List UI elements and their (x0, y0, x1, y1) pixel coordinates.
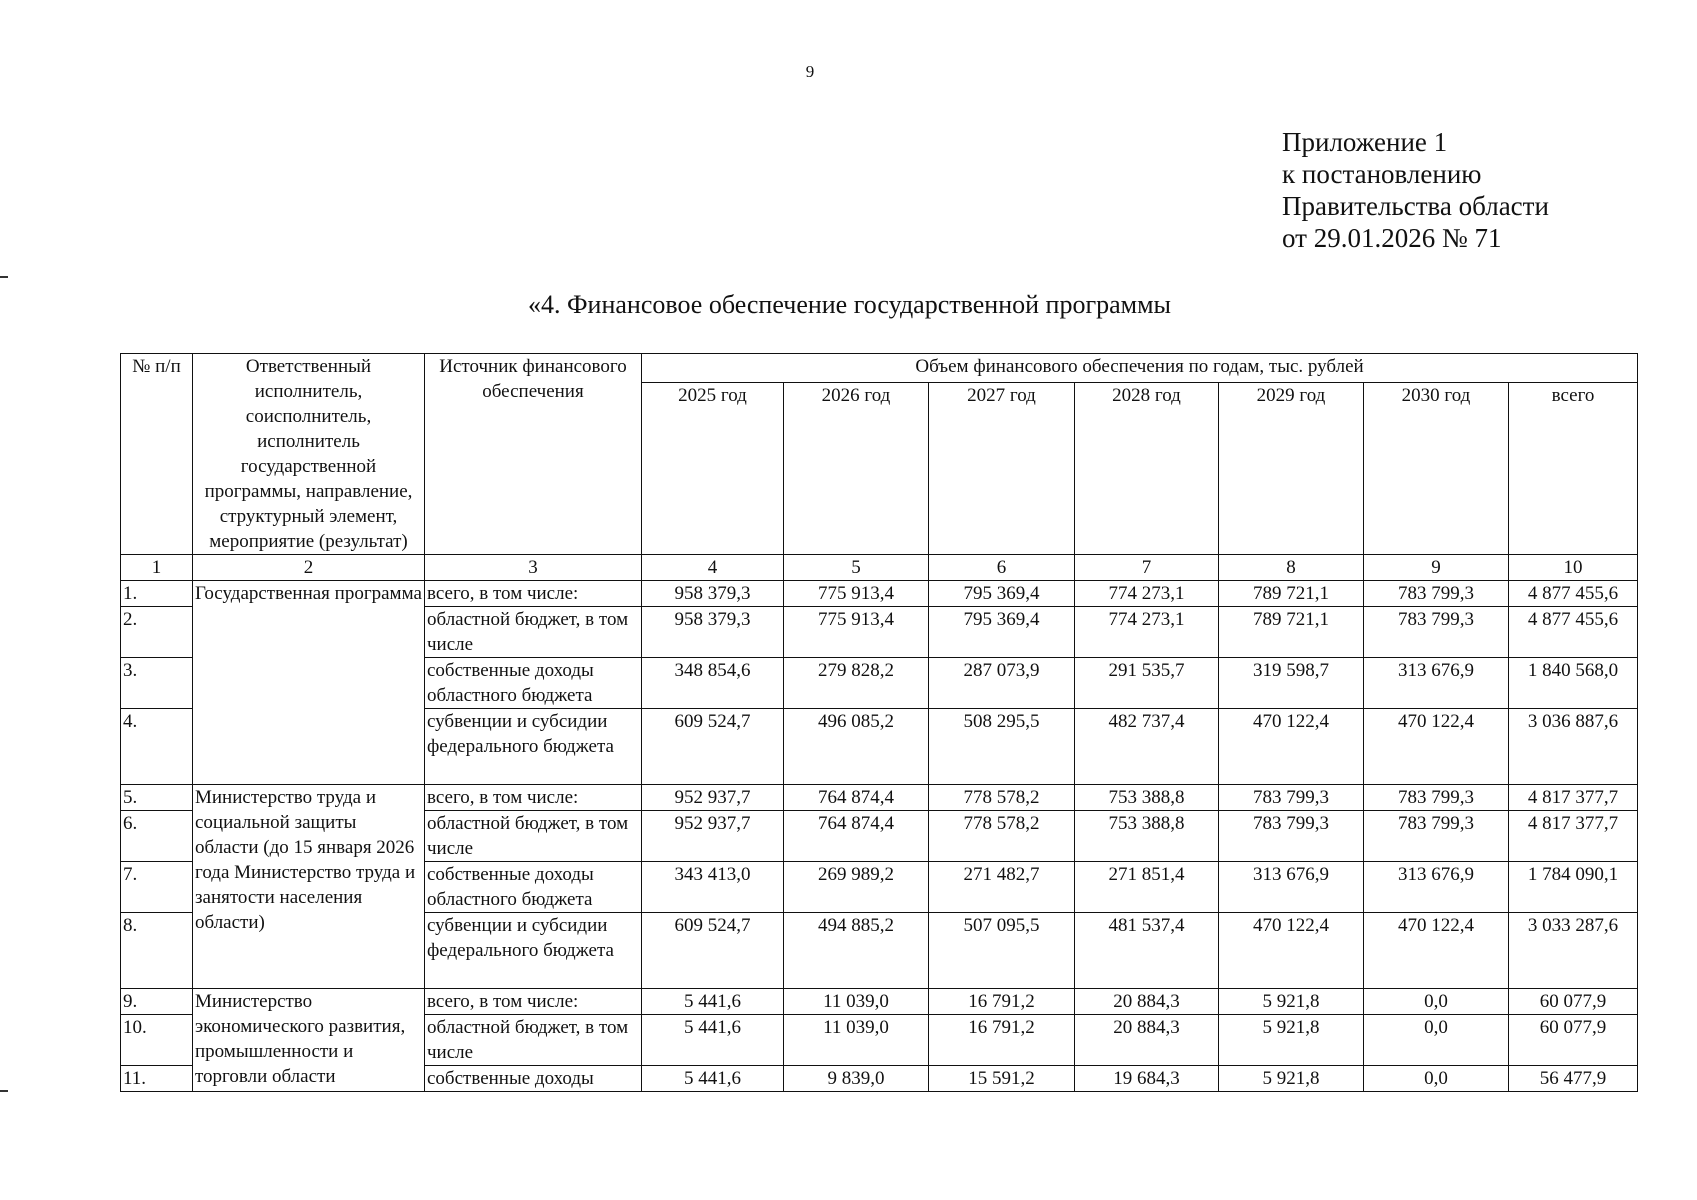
appendix-line: Приложение 1 (1282, 127, 1448, 157)
year-value-cell: 774 273,1 (1075, 581, 1219, 607)
year-value-cell: 19 684,3 (1075, 1066, 1219, 1092)
source-cell: собственные доходы областного бюджета (425, 862, 642, 913)
page-number: 9 (805, 62, 815, 81)
row-number: 11. (121, 1066, 193, 1092)
appendix-line: к постановлению (1282, 159, 1482, 189)
section-title: «4. Финансовое обеспечение государственной программы (528, 290, 1172, 319)
table-row (121, 581, 1638, 607)
year-value-cell: 783 799,3 (1364, 581, 1509, 607)
year-value-cell: 313 676,9 (1219, 862, 1364, 913)
source-cell: всего, в том числе: (425, 581, 642, 607)
year-value-cell: 789 721,1 (1219, 581, 1364, 607)
year-value-cell: 5 441,6 (642, 989, 784, 1015)
header-year: 2026 год (784, 382, 929, 554)
source-cell: всего, в том числе: (425, 785, 642, 811)
year-value-cell: 783 799,3 (1219, 785, 1364, 811)
year-value-cell: 11 039,0 (784, 989, 929, 1015)
header-total: всего (1509, 382, 1638, 554)
year-value-cell: 0,0 (1364, 989, 1509, 1015)
year-value-cell: 271 851,4 (1075, 862, 1219, 913)
year-value-cell: 269 989,2 (784, 862, 929, 913)
column-index: 7 (1075, 555, 1219, 581)
year-value-cell: 319 598,7 (1219, 658, 1364, 709)
row-number: 8. (121, 913, 193, 989)
year-value-cell: 958 379,3 (642, 607, 784, 658)
year-value-cell: 481 537,4 (1075, 913, 1219, 989)
year-value-cell: 952 937,7 (642, 785, 784, 811)
year-value-cell: 753 388,8 (1075, 811, 1219, 862)
year-value-cell: 496 085,2 (784, 709, 929, 785)
appendix-block (1282, 126, 1549, 254)
year-value-cell: 11 039,0 (784, 1015, 929, 1066)
header-year: 2030 год (1364, 382, 1509, 554)
total-value-cell: 4 877 455,6 (1509, 581, 1638, 607)
column-index: 4 (642, 555, 784, 581)
year-value-cell: 9 839,0 (784, 1066, 929, 1092)
column-index: 10 (1509, 555, 1638, 581)
total-value-cell: 1 784 090,1 (1509, 862, 1638, 913)
total-value-cell: 4 817 377,7 (1509, 785, 1638, 811)
year-value-cell: 764 874,4 (784, 785, 929, 811)
source-cell: субвенции и субсидии федерального бюджета (425, 709, 642, 785)
total-value-cell: 3 036 887,6 (1509, 709, 1638, 785)
row-number: 5. (121, 785, 193, 811)
row-number: 6. (121, 811, 193, 862)
source-cell: областной бюджет, в том числе (425, 811, 642, 862)
year-value-cell: 470 122,4 (1219, 709, 1364, 785)
year-value-cell: 5 441,6 (642, 1015, 784, 1066)
scan-margin-mark (0, 1090, 8, 1092)
year-value-cell: 15 591,2 (929, 1066, 1075, 1092)
executor-cell: Государственная программа (193, 581, 425, 785)
column-index: 5 (784, 555, 929, 581)
row-number: 1. (121, 581, 193, 607)
year-value-cell: 279 828,2 (784, 658, 929, 709)
row-number: 7. (121, 862, 193, 913)
row-number: 3. (121, 658, 193, 709)
total-value-cell: 3 033 287,6 (1509, 913, 1638, 989)
total-value-cell: 1 840 568,0 (1509, 658, 1638, 709)
header-source: Источник финансового обеспечения (425, 354, 642, 555)
year-value-cell: 958 379,3 (642, 581, 784, 607)
year-value-cell: 348 854,6 (642, 658, 784, 709)
year-value-cell: 783 799,3 (1219, 811, 1364, 862)
year-value-cell: 470 122,4 (1364, 709, 1509, 785)
header-year: 2025 год (642, 382, 784, 554)
column-index: 3 (425, 555, 642, 581)
source-cell: собственные доходы (425, 1066, 642, 1092)
source-cell: субвенции и субсидии федерального бюджета (425, 913, 642, 989)
year-value-cell: 343 413,0 (642, 862, 784, 913)
executor-cell: Министерство труда и социальной защиты области (до 15 января 2026 года Министерство труда и занятости населения области) (193, 785, 425, 989)
header-year: 2027 год (929, 382, 1075, 554)
year-value-cell: 16 791,2 (929, 1015, 1075, 1066)
year-value-cell: 470 122,4 (1364, 913, 1509, 989)
column-index: 8 (1219, 555, 1364, 581)
column-index: 2 (193, 555, 425, 581)
year-value-cell: 494 885,2 (784, 913, 929, 989)
year-value-cell: 313 676,9 (1364, 862, 1509, 913)
total-value-cell: 56 477,9 (1509, 1066, 1638, 1092)
column-index-row (121, 555, 1638, 581)
financing-table (120, 353, 1638, 1092)
year-value-cell: 952 937,7 (642, 811, 784, 862)
column-index: 9 (1364, 555, 1509, 581)
appendix-line: Правительства области (1282, 191, 1549, 221)
header-year: 2029 год (1219, 382, 1364, 554)
year-value-cell: 313 676,9 (1364, 658, 1509, 709)
year-value-cell: 20 884,3 (1075, 1015, 1219, 1066)
source-cell: областной бюджет, в том числе (425, 607, 642, 658)
column-index: 1 (121, 555, 193, 581)
table-row (121, 785, 1638, 811)
row-number: 2. (121, 607, 193, 658)
header-executor: Ответственный исполнитель, соисполнитель, исполнитель государственной программы, направление, структурный элемент, мероприятие (результат) (193, 354, 425, 555)
year-value-cell: 291 535,7 (1075, 658, 1219, 709)
year-value-cell: 774 273,1 (1075, 607, 1219, 658)
year-value-cell: 789 721,1 (1219, 607, 1364, 658)
year-value-cell: 795 369,4 (929, 581, 1075, 607)
year-value-cell: 775 913,4 (784, 607, 929, 658)
header-num: № п/п (121, 354, 193, 555)
source-cell: всего, в том числе: (425, 989, 642, 1015)
table-row (121, 989, 1638, 1015)
executor-cell: Министерство экономического развития, промышленности и торговли области (193, 989, 425, 1092)
year-value-cell: 764 874,4 (784, 811, 929, 862)
year-value-cell: 5 921,8 (1219, 1066, 1364, 1092)
source-cell: собственные доходы областного бюджета (425, 658, 642, 709)
appendix-line: от 29.01.2026 № 71 (1282, 223, 1502, 253)
header-volume: Объем финансового обеспечения по годам, тыс. рублей (642, 354, 1638, 383)
year-value-cell: 753 388,8 (1075, 785, 1219, 811)
row-number: 10. (121, 1015, 193, 1066)
year-value-cell: 16 791,2 (929, 989, 1075, 1015)
year-value-cell: 5 921,8 (1219, 989, 1364, 1015)
year-value-cell: 287 073,9 (929, 658, 1075, 709)
year-value-cell: 795 369,4 (929, 607, 1075, 658)
year-value-cell: 5 441,6 (642, 1066, 784, 1092)
scan-margin-mark (0, 276, 8, 278)
total-value-cell: 60 077,9 (1509, 989, 1638, 1015)
year-value-cell: 0,0 (1364, 1015, 1509, 1066)
total-value-cell: 4 817 377,7 (1509, 811, 1638, 862)
year-value-cell: 778 578,2 (929, 811, 1075, 862)
year-value-cell: 20 884,3 (1075, 989, 1219, 1015)
year-value-cell: 482 737,4 (1075, 709, 1219, 785)
row-number: 9. (121, 989, 193, 1015)
year-value-cell: 783 799,3 (1364, 607, 1509, 658)
column-index: 6 (929, 555, 1075, 581)
year-value-cell: 271 482,7 (929, 862, 1075, 913)
year-value-cell: 470 122,4 (1219, 913, 1364, 989)
year-value-cell: 609 524,7 (642, 709, 784, 785)
total-value-cell: 4 877 455,6 (1509, 607, 1638, 658)
year-value-cell: 783 799,3 (1364, 811, 1509, 862)
year-value-cell: 507 095,5 (929, 913, 1075, 989)
year-value-cell: 783 799,3 (1364, 785, 1509, 811)
total-value-cell: 60 077,9 (1509, 1015, 1638, 1066)
source-cell: областной бюджет, в том числе (425, 1015, 642, 1066)
row-number: 4. (121, 709, 193, 785)
year-value-cell: 609 524,7 (642, 913, 784, 989)
year-value-cell: 775 913,4 (784, 581, 929, 607)
year-value-cell: 0,0 (1364, 1066, 1509, 1092)
year-value-cell: 5 921,8 (1219, 1015, 1364, 1066)
header-year: 2028 год (1075, 382, 1219, 554)
year-value-cell: 778 578,2 (929, 785, 1075, 811)
year-value-cell: 508 295,5 (929, 709, 1075, 785)
